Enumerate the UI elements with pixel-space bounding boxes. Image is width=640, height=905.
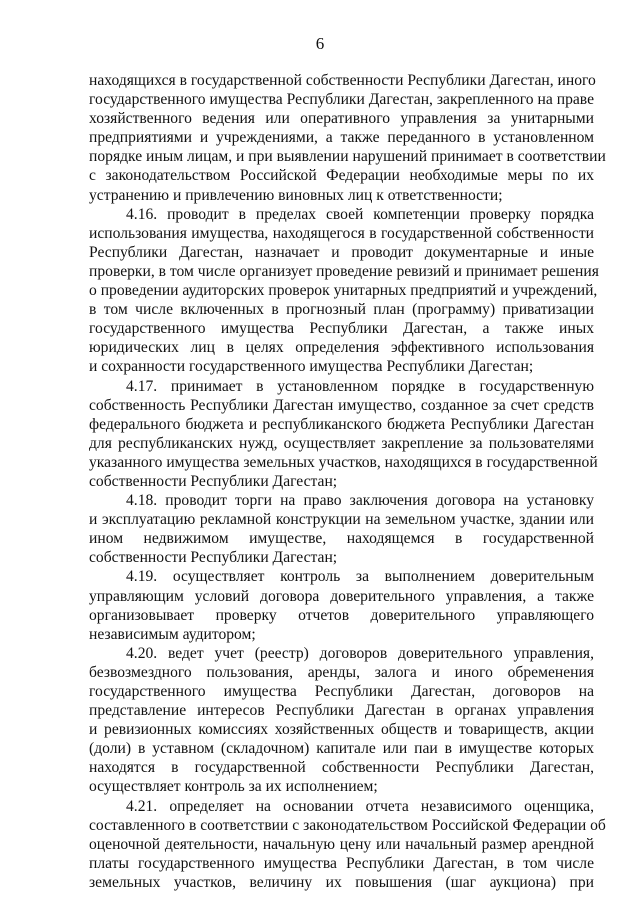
text-line: находящихся в государственной собственности Республики Дагестан, иного	[89, 72, 596, 89]
text-line: указанного имущества земельных участков, находящихся в государственной	[89, 453, 598, 471]
text-line: проверки, в том числе организует проведение ревизий и принимает решения	[89, 262, 599, 280]
text-line: 4.18. проводит торги на право заключения договора на установку	[126, 492, 594, 510]
text-line: управляющим условий договора доверительного управления, а также	[89, 587, 594, 605]
page-number: 6	[315, 34, 325, 53]
text-line: (доли) в уставном (складочном) капитале или паи в имуществе которых	[89, 740, 594, 758]
text-line: 4.17. принимает в установленном порядке в государственную	[126, 377, 594, 395]
text-line: в том числе включенных в прогнозный план (программу) приватизации	[89, 301, 594, 319]
text-line: и ревизионных комиссиях хозяйственных обществ и товариществ, акции	[89, 721, 594, 739]
text-line: использования имущества, находящегося в государственной собственности	[89, 224, 594, 242]
paragraph-p6	[89, 797, 606, 892]
document-body	[89, 71, 606, 892]
text-line: федерального бюджета и республиканского бюджета Республики Дагестан	[89, 415, 594, 433]
text-line: составленного в соответствии с законодательством Российской Федерации об	[89, 816, 606, 834]
text-line: юридических лиц в целях определения эффективного использования	[89, 339, 594, 357]
text-line: для республиканских нужд, осуществляет закрепление за пользователями	[89, 434, 594, 452]
text-line: государственного имущества Республики Дагестан, закрепленного на праве	[89, 91, 594, 109]
text-line: с законодательством Российской Федерации необходимые меры по их	[89, 167, 594, 185]
paragraph-p2	[89, 377, 598, 492]
text-line: о проведении аудиторских проверок унитарных предприятий и учреждений,	[89, 282, 598, 300]
text-line: 4.20. ведет учет (реестр) договоров доверительного управления,	[126, 644, 594, 662]
text-line: Республики Дагестан, назначает и проводит документарные и иные	[89, 243, 594, 261]
text-line: представление интересов Республики Дагестан в органах управления	[89, 702, 594, 720]
text-line: безвозмездного пользования, аренды, залога и иного обременения	[89, 663, 594, 681]
text-line: устранению и привлечению виновных лиц к ответственности;	[89, 186, 503, 204]
text-line: и сохранности государственного имущества Республики Дагестан;	[89, 358, 534, 376]
text-line: собственности Республики Дагестан;	[89, 549, 338, 567]
paragraph-p4	[89, 567, 594, 643]
text-line: собственности Республики Дагестан;	[89, 472, 338, 490]
paragraph-p1	[89, 205, 599, 377]
text-line: организовывает проверку отчетов доверительного управляющего	[89, 606, 594, 624]
text-line: земельных участков, величину их повышения (шаг аукциона) при	[89, 873, 594, 891]
text-line: хозяйственного ведения или оперативного управления за унитарными	[89, 110, 594, 128]
text-line: независимым аудитором;	[89, 625, 256, 643]
paragraph-p3	[89, 491, 594, 567]
text-line: государственного имущества Республики Дагестан, а также иных	[89, 320, 594, 338]
paragraph-p0	[89, 71, 606, 205]
text-line: платы государственного имущества Республики Дагестан, в том числе	[89, 854, 594, 872]
text-line: предприятиями и учреждениями, а также переданного в установленном	[89, 129, 594, 147]
text-line: находятся в государственной собственности Республики Дагестан,	[89, 759, 594, 777]
text-line: 4.21. определяет на основании отчета независимого оценщика,	[126, 797, 594, 815]
text-line: государственного имущества Республики Дагестан, договоров на	[89, 683, 594, 700]
text-line: 4.19. осуществляет контроль за выполнением доверительным	[126, 568, 594, 586]
text-line: и эксплуатацию рекламной конструкции на земельном участке, здании или	[89, 511, 594, 529]
text-line: порядке иным лицам, и при выявлении нарушений принимает в соответствии	[89, 148, 606, 166]
text-line: ином недвижимом имуществе, находящемся в государственной	[89, 530, 594, 548]
text-line: 4.16. проводит в пределах своей компетенции проверку порядка	[126, 205, 594, 223]
text-line: оценочной деятельности, начальную цену или начальный размер арендной	[89, 835, 594, 853]
paragraph-p5	[89, 644, 594, 797]
text-line: собственность Республики Дагестан имущество, созданное за счет средств	[89, 396, 594, 414]
text-line: осуществляет контроль за их исполнением;	[89, 778, 378, 796]
